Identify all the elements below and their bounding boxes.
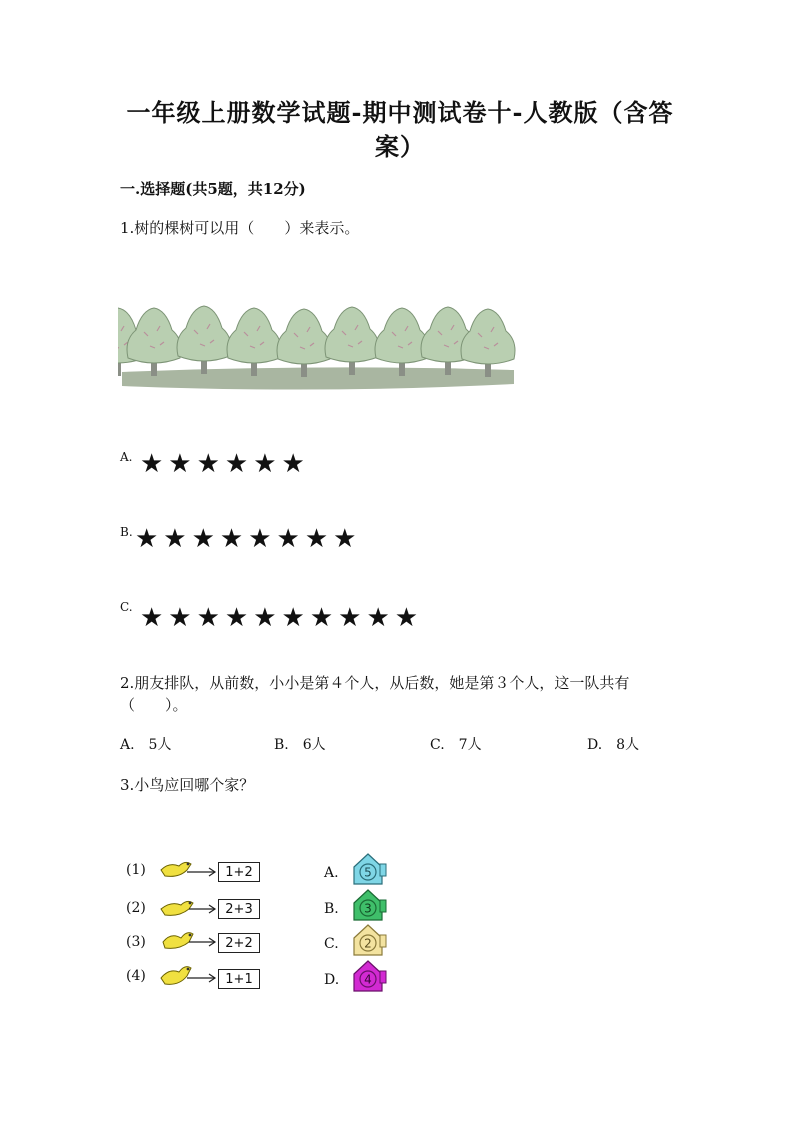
question-1-text: 1.树的棵树可以用（ ）来表示。	[120, 219, 360, 237]
bird-arrow-icon	[157, 926, 217, 956]
question-2-line-2: （ ）。	[120, 696, 188, 714]
question-2-line-1: 2.朋友排队，从前数，小小是第４个人，从后数，她是第３个人，这一队共有	[120, 674, 630, 692]
option-c-stars[interactable]: ★★★★★★★★★★	[140, 603, 424, 633]
q2-choice-c[interactable]: C. 7人	[430, 737, 482, 753]
question-3-text: 3.小鸟应回哪个家？	[120, 776, 255, 794]
expression-box-1: 1+2	[218, 862, 260, 882]
ground-strip	[122, 367, 514, 389]
expression-box-3: 2+2	[218, 933, 260, 953]
row-3-number: (3)	[126, 934, 146, 950]
house-a-label[interactable]: A.	[324, 865, 339, 881]
trees-illustration	[118, 296, 518, 396]
page-title	[120, 96, 680, 164]
house-d-icon[interactable]	[350, 958, 390, 994]
option-c-label[interactable]: C.	[120, 600, 133, 614]
row-4-number: (4)	[126, 968, 146, 984]
house-c-icon[interactable]	[350, 922, 390, 958]
house-b-digit: 3	[364, 901, 372, 916]
option-a-label[interactable]: A.	[120, 450, 133, 464]
house-d-digit: 4	[364, 972, 372, 987]
house-a-icon[interactable]	[350, 851, 390, 887]
q2-choice-b[interactable]: B. 6人	[274, 737, 326, 753]
bird-arrow-icon	[157, 856, 217, 886]
row-2-number: (2)	[126, 900, 146, 916]
expression-box-4: 1+1	[218, 969, 260, 989]
q2-choice-a[interactable]: A. 5人	[120, 737, 172, 753]
q2-choice-d[interactable]: D. 8人	[587, 737, 640, 753]
bird-arrow-icon	[157, 962, 217, 992]
house-c-label[interactable]: C.	[324, 936, 339, 952]
house-b-icon[interactable]	[350, 887, 390, 923]
option-b-stars[interactable]: ★★★★★★★★	[135, 524, 362, 554]
title-line-2: 案）	[375, 132, 425, 161]
house-a-digit: 5	[364, 865, 372, 880]
house-d-label[interactable]: D.	[324, 972, 340, 988]
row-1-number: (1)	[126, 862, 146, 878]
expression-box-2: 2+3	[218, 899, 260, 919]
house-c-digit: 2	[364, 936, 372, 951]
option-b-label[interactable]: B.	[120, 525, 133, 539]
house-b-label[interactable]: B.	[324, 901, 339, 917]
option-a-stars[interactable]: ★★★★★★	[140, 449, 310, 479]
title-line-1: 一年级上册数学试题-期中测试卷十-人教版（含答	[126, 98, 674, 127]
bird-arrow-icon	[157, 893, 217, 923]
section-heading: 一.选择题(共5题，共12分)	[120, 180, 306, 198]
